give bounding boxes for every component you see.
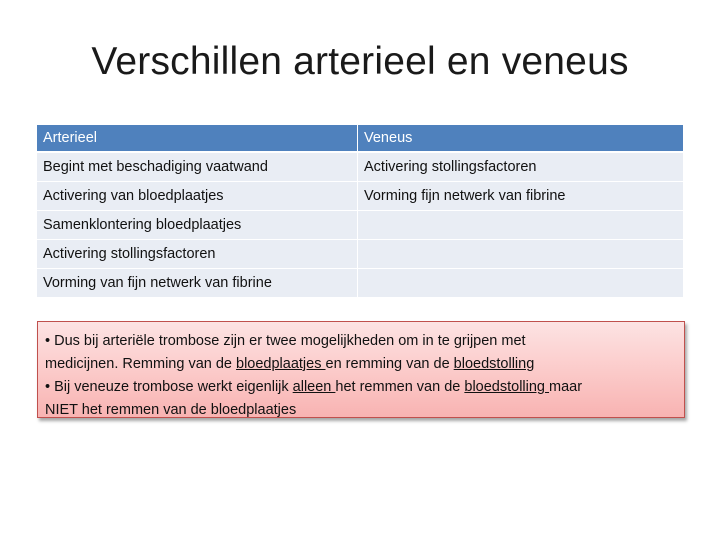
table-cell	[358, 211, 684, 240]
table-row	[37, 269, 684, 298]
table-cell	[358, 240, 684, 269]
note-underlined-text: bloedstolling	[453, 356, 535, 372]
table-cell: Begint met beschadiging vaatwand	[37, 153, 358, 182]
table-cell: Activering stollingsfactoren	[37, 240, 358, 269]
table-row	[37, 211, 684, 240]
table-row	[37, 240, 684, 269]
table-cell: Activering van bloedplaatjes	[37, 182, 358, 211]
note-text: en remming van de	[325, 356, 454, 372]
table-row	[37, 182, 684, 211]
comparison-table	[37, 125, 684, 298]
note-text: • Dus bij arteriële trombose zijn er twee mogelijkheden om in te grijpen met	[45, 333, 526, 349]
note-box	[37, 321, 685, 418]
note-line	[45, 330, 676, 353]
note-underlined-text: bloedplaatjes	[236, 356, 326, 372]
table-cell: Vorming van fijn netwerk van fibrine	[37, 269, 358, 298]
slide-title: Verschillen arterieel en veneus	[91, 40, 629, 83]
table-cell: Activering stollingsfactoren	[358, 153, 684, 182]
note-underlined-text: bloedstolling	[464, 379, 550, 395]
note-line	[45, 399, 676, 422]
note-line	[45, 376, 676, 399]
note-text: • Bij veneuze trombose werkt eigenlijk	[45, 379, 293, 395]
note-text: het remmen van de	[335, 379, 465, 395]
table-cell: Vorming fijn netwerk van fibrine	[358, 182, 684, 211]
note-underlined-text: alleen	[292, 379, 336, 395]
note-text: NIET het remmen van de bloedplaatjes	[45, 402, 297, 418]
note-line	[45, 353, 676, 376]
table-row	[37, 153, 684, 182]
header-veneus: Veneus	[358, 125, 684, 153]
note-text: medicijnen. Remming van de	[45, 356, 237, 372]
table-cell	[358, 269, 684, 298]
note-text: maar	[549, 379, 583, 395]
header-arterieel: Arterieel	[37, 125, 358, 153]
table-cell: Samenklontering bloedplaatjes	[37, 211, 358, 240]
table-header-row	[37, 125, 684, 153]
